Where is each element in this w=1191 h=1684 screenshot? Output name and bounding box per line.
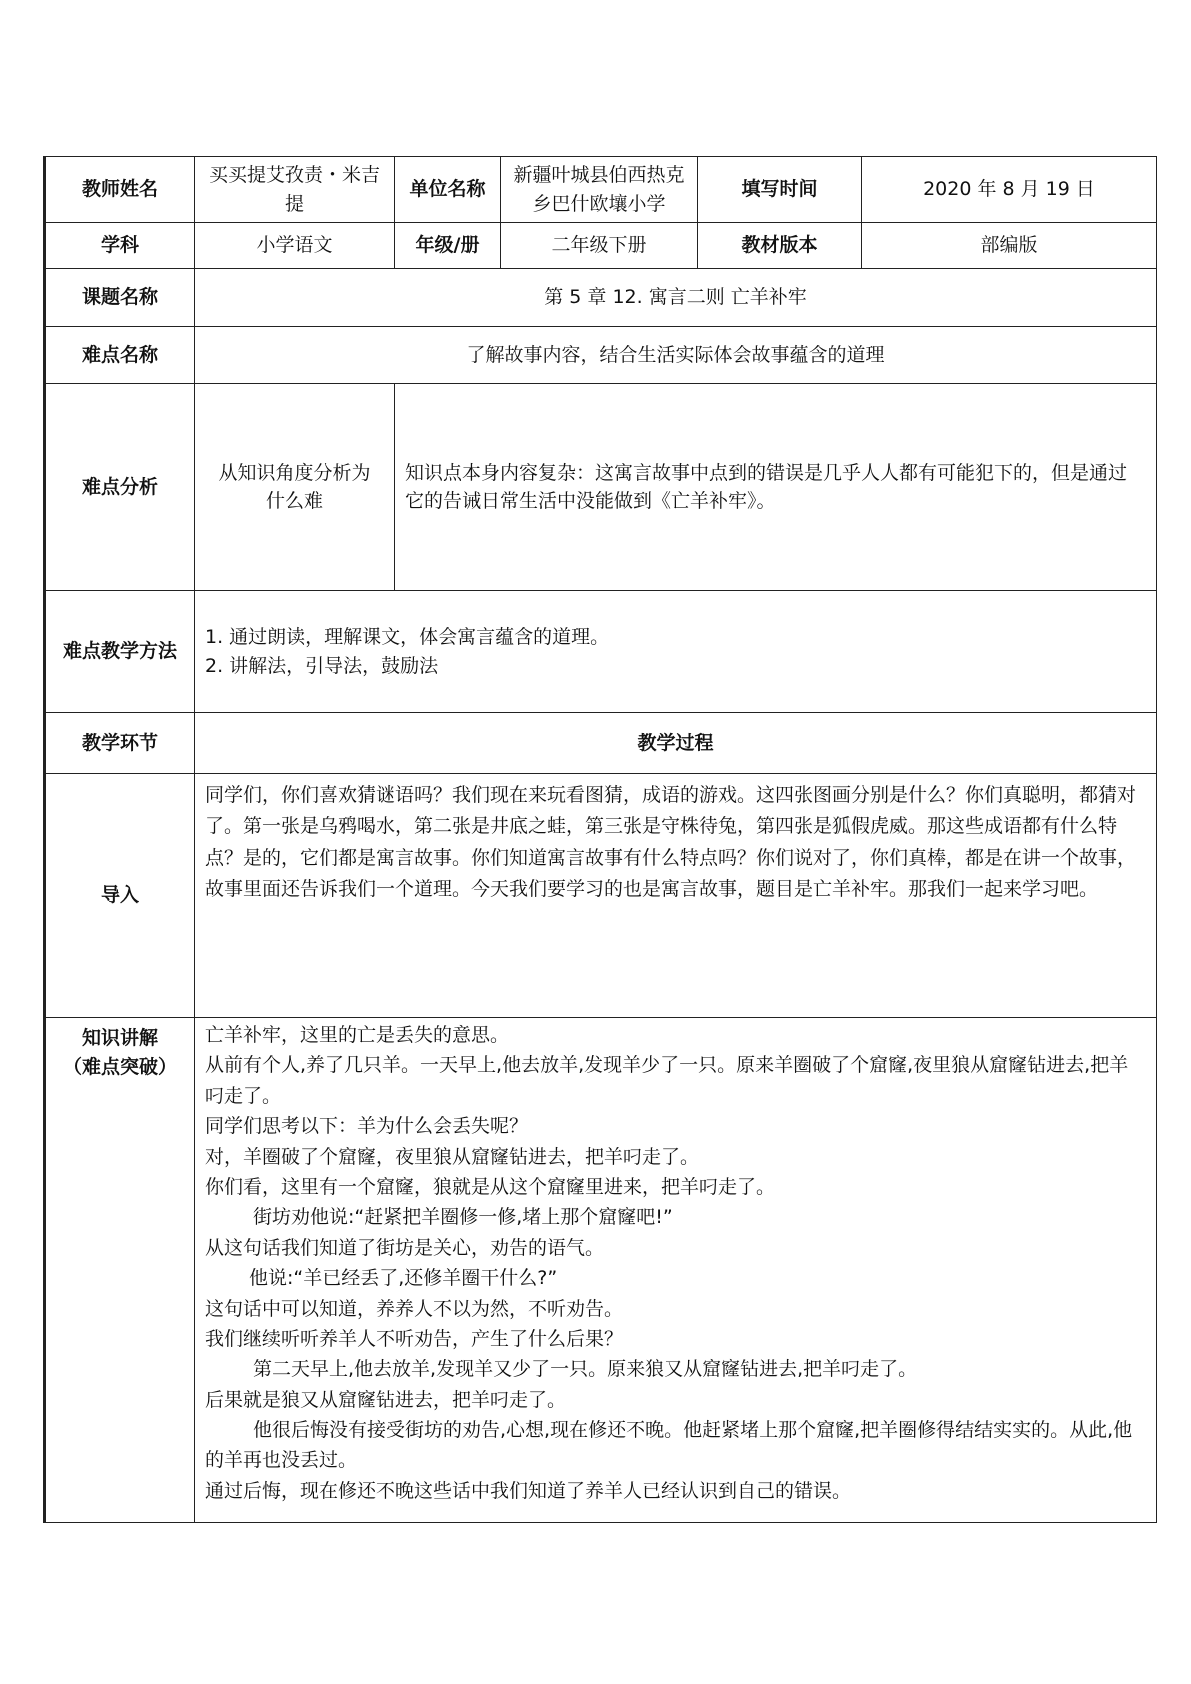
fill-date-value: 2020 年 8 月 19 日 [862,157,1157,223]
knowledge-line: 第二天早上,他去放羊,发现羊又少了一只。原来狼又从窟窿钻进去,把羊叼走了。 [253,1358,918,1381]
method-line-2: 2. 讲解法，引导法，鼓励法 [205,654,439,677]
method-value [195,591,1157,713]
fill-date-label: 填写时间 [698,157,862,223]
subject-label: 学科 [45,223,195,269]
intro-row [45,774,1157,1018]
method-line-1: 1. 通过朗读，理解课文，体会寓言蕴含的道理。 [205,626,610,648]
analysis-label: 难点分析 [45,384,195,591]
knowledge-label [45,1018,195,1523]
edition-value: 部编版 [862,223,1157,269]
intro-label: 导入 [45,774,195,1018]
knowledge-label-line-2: （难点突破） [62,1055,177,1078]
knowledge-line: 后果就是狼又从窟窿钻进去，把羊叼走了。 [205,1388,567,1411]
knowledge-text [195,1018,1157,1523]
knowledge-line: 他说:“羊已经丢了,还修羊圈干什么?” [249,1267,558,1290]
process-header-row [45,713,1157,774]
unit-name-value: 新疆叶城县伯西热克乡巴什欧壤小学 [501,157,698,223]
topic-row [45,269,1157,327]
difficulty-value: 了解故事内容，结合生活实际体会故事蕴含的道理 [195,327,1157,384]
analysis-sub-label: 从知识角度分析为什么难 [195,384,395,591]
subject-value: 小学语文 [195,223,395,269]
knowledge-line: 同学们思考以下：羊为什么会丢失呢？ [205,1115,529,1138]
info-row-2 [45,223,1157,269]
knowledge-line: 从这句话我们知道了街坊是关心，劝告的语气。 [205,1236,605,1259]
knowledge-line: 街坊劝他说:“赶紧把羊圈修一修,堵上那个窟窿吧!” [253,1206,673,1229]
teacher-name-value: 买买提艾孜责・米吉提 [195,157,395,223]
difficulty-label: 难点名称 [45,327,195,384]
knowledge-line: 通过后悔，现在修还不晚这些话中我们知道了养羊人已经认识到自己的错误。 [205,1479,852,1502]
edition-label: 教材版本 [698,223,862,269]
analysis-row [45,384,1157,591]
lesson-plan-table [43,156,1157,1523]
knowledge-row [45,1018,1157,1523]
info-row-1 [45,157,1157,223]
analysis-value: 知识点本身内容复杂：这寓言故事中点到的错误是几乎人人都有可能犯下的，但是通过它的告诫日常生活中没能做到《亡羊补牢》。 [395,384,1157,591]
knowledge-label-line-1: 知识讲解 [81,1027,158,1049]
knowledge-line: 他很后悔没有接受街坊的劝告,心想,现在修还不晚。他赶紧堵上那个窟窿,把羊圈修得结结实实的。从此,他的羊再也没丢过。 [205,1419,1133,1472]
intro-text: 同学们，你们喜欢猜谜语吗？我们现在来玩看图猜，成语的游戏。这四张图画分别是什么？你们真聪明，都猜对了。第一张是乌鸦喝水，第二张是井底之蛙，第三张是守株待兔，第四张是狐假虎威。那这些成语都有什么特点？是的，它们都是寓言故事。你们知道寓言故事有什么特点吗？你们说对了，你们真棒，都是在讲一个故事，故事里面还告诉我们一个道理。今天我们要学习的也是寓言故事，题目是亡羊补牢。那我们一起来学习吧。 [195,774,1157,1018]
grade-value: 二年级下册 [501,223,698,269]
method-row [45,591,1157,713]
topic-label: 课题名称 [45,269,195,327]
teacher-name-label: 教师姓名 [45,157,195,223]
topic-value: 第 5 章 12. 寓言二则 亡羊补牢 [195,269,1157,327]
knowledge-line: 这句话中可以知道，养养人不以为然，不听劝告。 [205,1297,624,1320]
knowledge-line: 亡羊补牢，这里的亡是丢失的意思。 [205,1024,510,1046]
teaching-stage-header: 教学环节 [45,713,195,774]
knowledge-line: 从前有个人,养了几只羊。一天早上,他去放羊,发现羊少了一只。原来羊圈破了个窟窿,夜里狼从窟窿钻进去,把羊叼走了。 [205,1054,1129,1107]
method-label: 难点教学方法 [45,591,195,713]
unit-name-label: 单位名称 [395,157,501,223]
teaching-process-header: 教学过程 [195,713,1157,774]
knowledge-line: 对，羊圈破了个窟窿，夜里狼从窟窿钻进去，把羊叼走了。 [205,1145,700,1168]
knowledge-line: 我们继续听听养羊人不听劝告，产生了什么后果？ [205,1327,624,1350]
knowledge-line: 你们看，这里有一个窟窿，狼就是从这个窟窿里进来，把羊叼走了。 [205,1175,776,1198]
difficulty-row [45,327,1157,384]
grade-label: 年级/册 [395,223,501,269]
